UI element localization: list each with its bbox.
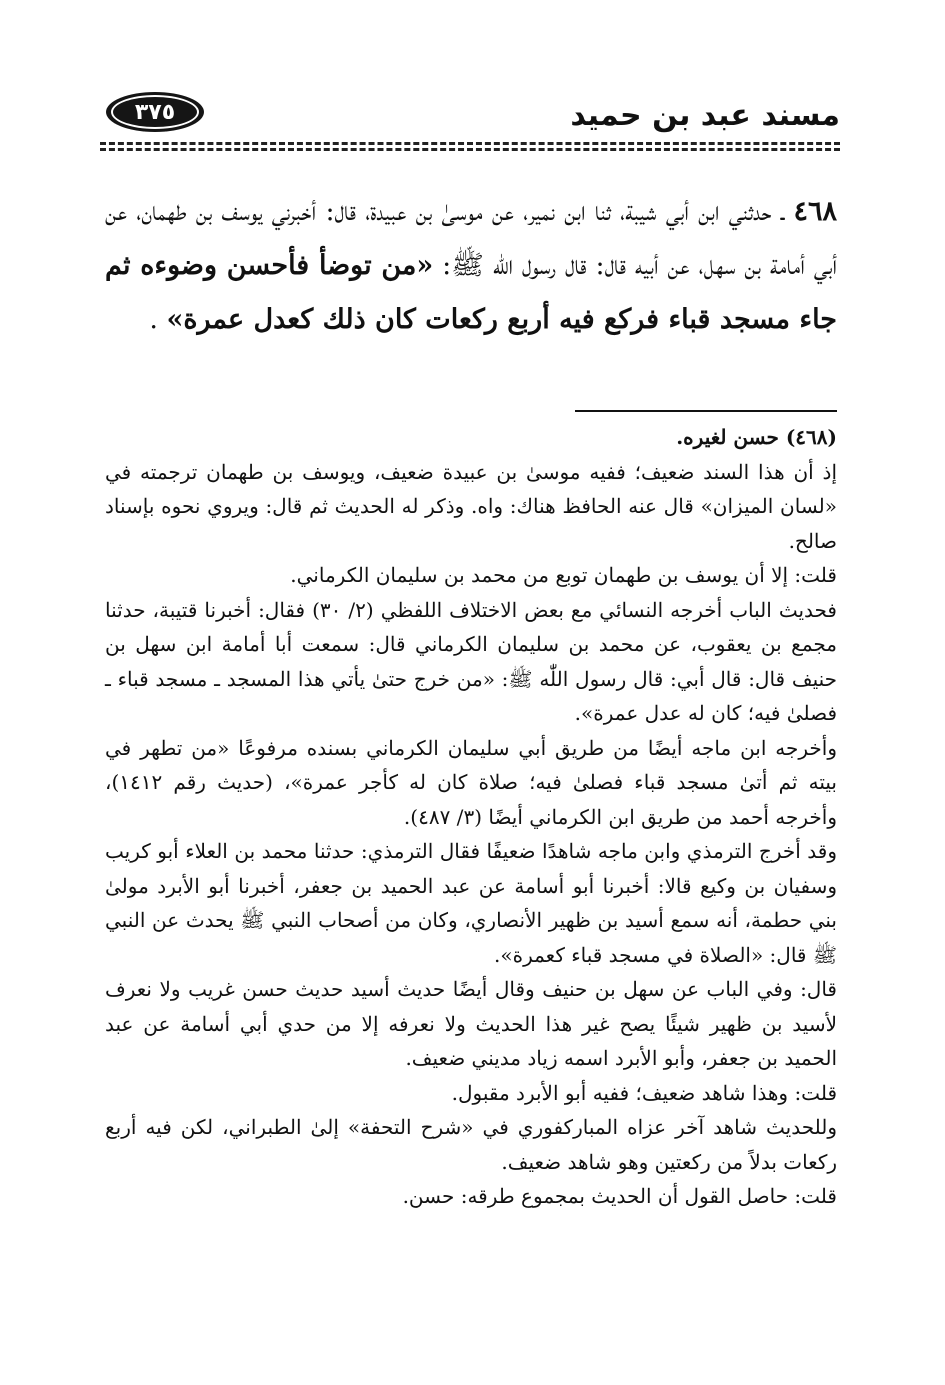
hadith-matn: «من توضأ فأحسن وضوءه ثم جاء مسجد قباء فركع فيه أربع ركعات كان ذلك كعدل عمرة» <box>105 250 837 335</box>
hadith-isnad: ـ حدثني ابن أبي شيبة، ثنا ابن نمير، عن موسىٰ بن عبيدة، قال: أخبرني يوسف بن طهمان، عن أبي أمامة بن سهل، عن أبيه قال: قال رسول اللّٰه ﷺ: <box>105 196 837 281</box>
page-number: ٣٧٥ <box>111 95 199 129</box>
page-number-badge <box>106 92 204 132</box>
hadith-text <box>105 185 837 347</box>
footnote-paragraph: قلت: إلا أن يوسف بن طهمان توبع من محمد بن سليمان الكرماني. <box>290 563 837 587</box>
footnote-paragraph: إذ أن هذا السند ضعيف؛ ففيه موسىٰ بن عبيدة ضعيف، ويوسف بن طهمان ترجمته في «لسان الميزان» قال عنه الحافظ هناك: واه. وذكر له الحديث ثم قال: ويروي نحوه بإسناد صالح. <box>105 459 837 553</box>
page-header <box>100 88 840 150</box>
hadith-number: ٤٦٨ <box>793 196 837 227</box>
running-title: مسند عبد بن حميد <box>570 98 840 133</box>
footnote-paragraph: قلت: حاصل القول أن الحديث بمجموع طرقه: حسن. <box>402 1184 837 1208</box>
hadith-grade: (٤٦٨) حسن لغيره. <box>676 425 837 449</box>
footnote-paragraph: وأخرجه ابن ماجه أيضًا من طريق أبي سليمان الكرماني بسنده مرفوعًا «من تطهر في بيته ثم أتىٰ مسجد قباء فصلىٰ فيه؛ صلاة كان له كأجر عمرة»، (حديث رقم ١٤١٢)، وأخرجه أحمد من طريق ابن الكرماني أيضًا (٣/ ٤٨٧). <box>105 735 837 829</box>
header-divider-secondary <box>100 148 840 151</box>
footnotes <box>105 420 837 1214</box>
header-divider <box>100 142 840 145</box>
footnote-paragraph: فحديث الباب أخرجه النسائي مع بعض الاختلاف اللفظي (٢/ ٣٠) فقال: أخبرنا قتيبة، حدثنا مجمع بن يعقوب، عن محمد بن سليمان الكرماني قال: سمعت أبا أمامة ابن سهل بن حنيف قال: قال أبي: قال رسول اللّٰه ﷺ: «من خرج حتىٰ يأتي هذا المسجد ـ مسجد قباء ـ فصلىٰ فيه؛ كان له عدل عمرة». <box>105 597 837 725</box>
hadith-paragraph <box>105 185 837 347</box>
footnote-paragraph: وللحديث شاهد آخر عزاه المباركفوري في «شرح التحفة» إلىٰ الطبراني، لكن فيه أربع ركعات بدلاً من ركعتين وهو شاهد ضعيف. <box>105 1115 837 1174</box>
footnote-paragraph: قال: وفي الباب عن سهل بن حنيف وقال أيضًا حديث أسيد حديث حسن غريب ولا نعرف لأسيد بن ظهير شيئًا يصح غير هذا الحديث ولا نعرفه إلا من حدي أبي أسامة عن عبد الحميد بن جعفر، وأبو الأبرد اسمه زياد مديني ضعيف. <box>105 977 837 1070</box>
footnote-paragraph: قلت: وهذا شاهد ضعيف؛ ففيه أبو الأبرد مقبول. <box>451 1080 837 1105</box>
footnote-paragraph: وقد أخرج الترمذي وابن ماجه شاهدًا ضعيفًا فقال الترمذي: حدثنا محمد بن العلاء أبو كريب وسفيان بن وكيع قالا: أخبرنا أبو أسامة عن عبد الحميد بن جعفر، أخبرنا أبو الأبرد مولىٰ بني حطمة، أنه سمع أسيد بن ظهير الأنصاري، وكان من أصحاب النبي ﷺ يحدث عن النبي ﷺ قال: «الصلاة في مسجد قباء كعمرة». <box>105 839 837 967</box>
hadith-end: . <box>149 304 167 335</box>
footnote-separator <box>575 410 837 412</box>
